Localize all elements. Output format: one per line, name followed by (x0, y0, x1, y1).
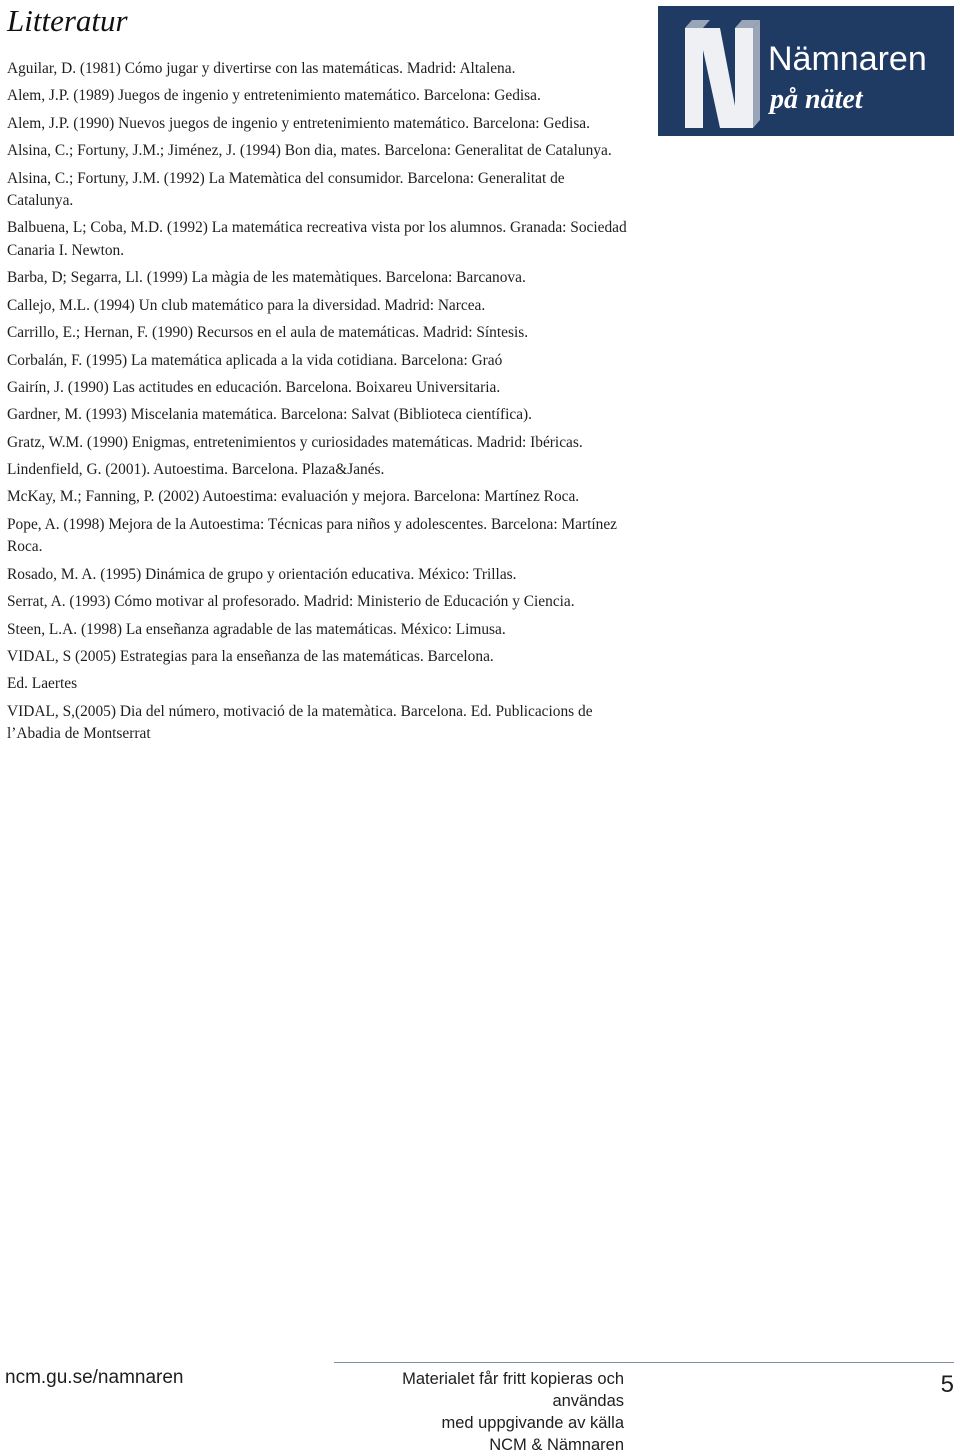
list-item: Alsina, C.; Fortuny, J.M.; Jiménez, J. (1994) Bon dia, mates. Barcelona: Generalitat de Catalunya. (7, 142, 612, 160)
page-number: 5 (940, 1371, 954, 1398)
list-item: Pope, A. (1998) Mejora de la Autoestima: Técnicas para niños y adolescentes. Barcelona: Martínez Roca. (7, 515, 618, 556)
list-item: Alsina, C.; Fortuny, J.M. (1992) La Matemàtica del consumidor. Barcelona: Generalitat de Catalunya. (7, 169, 565, 210)
list-item: Alem, J.P. (1990) Nuevos juegos de ingenio y entretenimiento matemático. Barcelona: Gedisa. (7, 114, 590, 132)
list-item: Aguilar, D. (1981) Cómo jugar y divertirse con las matemáticas. Madrid: Altalena. (7, 60, 516, 77)
list-item: Lindenfield, G. (2001). Autoestima. Barcelona. Plaza&Janés. (7, 461, 385, 479)
reference-list (7, 58, 632, 751)
list-item: Steen, L.A. (1998) La enseñanza agradable de las matemáticas. México: Limusa. (7, 620, 506, 638)
logo-name: Nämnaren (768, 40, 927, 78)
footer-divider (334, 1362, 954, 1363)
list-item: Carrillo, E.; Hernan, F. (1990) Recursos en el aula de matemáticas. Madrid: Síntesis. (7, 324, 529, 342)
list-item: VIDAL, S (2005) Estrategias para la enseñanza de las matemáticas. Barcelona. (7, 647, 494, 665)
list-item: Callejo, M.L. (1994) Un club matemático para la diversidad. Madrid: Narcea. (7, 296, 486, 314)
list-item: Gardner, M. (1993) Miscelania matemática. Barcelona: Salvat (Biblioteca científica). (7, 406, 533, 424)
list-item: Balbuena, L; Coba, M.D. (1992) La matemática recreativa vista por los alumnos. Granada: Sociedad Canaria I. Newton. (7, 219, 627, 259)
footer-license-line: NCM & Nämnaren (489, 1436, 624, 1454)
list-item: Gratz, W.M. (1990) Enigmas, entretenimientos y curiosidades matemáticas. Madrid: Ibéricas. (7, 433, 583, 451)
list-item: Barba, D; Segarra, Ll. (1999) La màgia de les matemàtiques. Barcelona: Barcanova. (7, 269, 526, 287)
list-item: Serrat, A. (1993) Cómo motivar al profesorado. Madrid: Ministerio de Educación y Ciencia. (7, 593, 575, 611)
list-item: VIDAL, S,(2005) Dia del número, motivació de la matemàtica. Barcelona. Ed. Publicacions de l’Abadia de Montserrat (7, 702, 593, 743)
footer-license (334, 1368, 624, 1456)
list-item: McKay, M.; Fanning, P. (2002) Autoestima: evaluación y mejora. Barcelona: Martínez Roca. (7, 488, 580, 506)
logo-letter-side-right (753, 20, 760, 128)
footer-license-line: Materialet får fritt kopieras och användas (402, 1370, 624, 1410)
footer-license-line: med uppgivande av källa (441, 1414, 624, 1432)
footer-url: ncm.gu.se/namnaren (5, 1367, 184, 1388)
list-item: Rosado, M. A. (1995) Dinámica de grupo y orientación educativa. México: Trillas. (7, 565, 517, 583)
list-item: Ed. Laertes (7, 675, 78, 693)
logo-letter-right-stem (735, 28, 753, 128)
logo-tagline: på nätet (770, 84, 863, 115)
page-title: Litteratur (7, 3, 128, 38)
list-item: Alem, J.P. (1989) Juegos de ingenio y entretenimiento matemático. Barcelona: Gedisa. (7, 87, 541, 105)
logo-letter-left-stem (685, 28, 703, 128)
namnaren-logo (658, 6, 954, 136)
list-item: Corbalán, F. (1995) La matemática aplicada a la vida cotidiana. Barcelona: Graó (7, 351, 503, 369)
namnaren-logo-graphic (658, 6, 954, 136)
list-item: Gairín, J. (1990) Las actitudes en educación. Barcelona. Boixareu Universitaria. (7, 378, 501, 396)
